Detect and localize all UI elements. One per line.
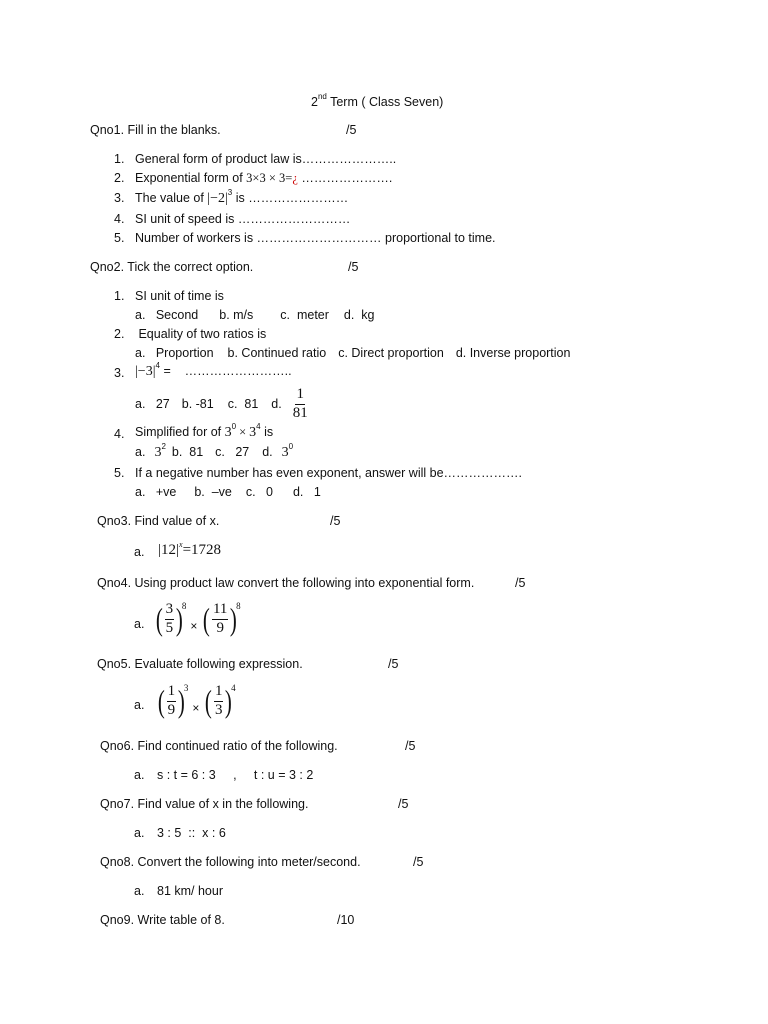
q9-marks: /10 (337, 913, 355, 927)
q6-label: a. (134, 768, 145, 782)
left-paren: ( (155, 601, 163, 638)
option: b. m/s (219, 308, 254, 322)
q2-item-number: 4. (114, 427, 125, 441)
q2-item-3-exp: 4 (155, 361, 160, 370)
numerator: 1 (214, 684, 224, 702)
q5-heading: Qno5. Evaluate following expression. (97, 657, 303, 671)
q2-item-number: 1. (114, 289, 125, 303)
page-title (311, 92, 444, 109)
q1-item-number: 3. (114, 191, 125, 205)
q1-item-2-math: 3×3 × 3= (246, 171, 293, 185)
q3-marks: /5 (330, 514, 341, 528)
option: d. 1 (292, 485, 321, 499)
denominator: 5 (165, 619, 174, 636)
left-paren: ( (157, 683, 165, 720)
q2-item-3 (135, 361, 292, 379)
q2-item-2-options (135, 347, 570, 360)
q7-heading: Qno7. Find value of x in the following. (100, 797, 309, 811)
fraction (292, 387, 309, 422)
option: c. 27 (215, 445, 250, 459)
exponent: 2 (161, 442, 166, 451)
q4-marks: /5 (515, 576, 526, 590)
q1-item-3-exp: 3 (227, 188, 233, 197)
option: c. Direct proportion (338, 346, 444, 360)
exponent: 8 (236, 601, 241, 611)
q6-heading: Qno6. Find continued ratio of the following. (100, 739, 338, 753)
numerator: 1 (167, 684, 177, 702)
q9-heading: Qno9. Write table of 8. (100, 913, 225, 927)
q1-marks: /5 (346, 123, 357, 137)
q3-exponent: x (179, 540, 183, 549)
q5-marks: /5 (388, 657, 399, 671)
q2-item-text: Equality of two ratios is (135, 327, 267, 341)
q2-item-3-options (135, 385, 309, 423)
option: a. Proportion (135, 346, 214, 360)
option: b. Continued ratio (227, 346, 327, 360)
q1-item-3-post: is …………………… (232, 191, 349, 205)
q8-text: 81 km/ hour (157, 884, 224, 898)
base: 3 (281, 445, 289, 460)
q5-expression (156, 684, 236, 719)
q1-item-2-red-glyph: ¿ (292, 171, 298, 185)
q2-item-3-post: = …………………….. (159, 364, 292, 378)
q1-item-3-math: |−2| (207, 191, 228, 206)
left-paren: ( (203, 601, 211, 638)
option: a. Second (135, 308, 199, 322)
option: a. 27 (135, 396, 170, 411)
q2-heading: Qno2. Tick the correct option. (90, 260, 254, 274)
q4-label: a. (134, 617, 145, 631)
q1-item-number: 1. (114, 152, 125, 166)
q1-item-number: 2. (114, 171, 125, 185)
option: b. 81 (171, 445, 204, 459)
q3-rhs: =1728 (182, 542, 222, 558)
numerator: 3 (165, 602, 175, 620)
q7-marks: /5 (398, 797, 409, 811)
power-group (203, 684, 235, 719)
exponent: 4 (231, 683, 236, 693)
q2-item-text: SI unit of time is (135, 289, 224, 303)
power-group (201, 602, 240, 637)
q2-marks: /5 (348, 260, 359, 274)
right-paren: ) (230, 601, 238, 638)
q6-text: s : t = 6 : 3 , t : u = 3 : 2 (157, 768, 314, 782)
q1-item-2-post: …………………. (297, 171, 393, 185)
q8-label: a. (134, 884, 145, 898)
option: d. (271, 396, 282, 411)
q2-item-4-pre: Simplified for of (135, 425, 225, 439)
q1-heading: Qno1. Fill in the blanks. (90, 123, 221, 137)
q4-heading: Qno4. Using product law convert the following into exponential form. (97, 576, 475, 590)
q1-item-number: 5. (114, 231, 125, 245)
base: 3 (154, 445, 162, 460)
fraction (165, 602, 175, 637)
option: c. 81 (227, 396, 259, 411)
q3-heading: Qno3. Find value of x. (97, 514, 220, 528)
option: d. Inverse proportion (455, 346, 571, 360)
right-paren: ) (178, 683, 185, 720)
q7-text: 3 : 5 :: x : 6 (157, 826, 226, 840)
q2-item-number: 3. (114, 366, 125, 380)
denominator: 81 (292, 404, 308, 421)
times-sign: × (239, 425, 247, 439)
q1-item-text: SI unit of speed is ……………………… (135, 212, 351, 226)
q3-math: |12| (158, 542, 180, 558)
fraction (167, 684, 177, 719)
fraction (214, 684, 224, 719)
q1-item-text: Number of workers is ………………………… proportional to time. (135, 231, 496, 245)
option: d. (262, 445, 273, 459)
q2-item-4 (135, 422, 274, 440)
exponent: 0 (231, 422, 237, 431)
q2-item-number: 2. (114, 327, 125, 341)
q5-label: a. (134, 698, 145, 712)
option: c. 0 (245, 485, 273, 499)
option: c. meter (280, 308, 329, 322)
fraction (212, 602, 228, 637)
denominator: 9 (216, 619, 224, 636)
right-paren: ) (225, 683, 233, 720)
q1-item-number: 4. (114, 212, 125, 226)
q8-heading: Qno8. Convert the following into meter/second. (100, 855, 361, 869)
q3-label: a. (134, 545, 145, 559)
option: b. -81 (181, 396, 214, 411)
q1-item-2 (135, 172, 392, 185)
option: b. –ve (194, 485, 232, 499)
exponent: 0 (288, 442, 294, 451)
times-sign: × (192, 701, 200, 716)
denominator: 3 (214, 701, 223, 718)
denominator: 9 (167, 701, 176, 718)
q2-item-4-post: is (260, 425, 274, 439)
title-main: 2 (311, 95, 318, 109)
q2-item-number: 5. (114, 466, 125, 480)
q4-expression (154, 602, 241, 637)
q8-marks: /5 (413, 855, 424, 869)
exponent: 8 (181, 601, 187, 611)
base: 3 (249, 425, 257, 440)
q1-item-3-pre: The value of (135, 191, 208, 205)
numerator: 1 (295, 387, 305, 405)
right-paren: ) (176, 601, 183, 638)
q2-item-text: If a negative number has even exponent, answer will be………………. (135, 466, 522, 480)
times-sign: × (190, 619, 198, 634)
q6-marks: /5 (405, 739, 416, 753)
title-rest: Term ( Class Seven) (326, 95, 444, 109)
power-group (156, 684, 188, 719)
q3-expression (158, 540, 222, 558)
q2-item-3-math: |−3| (135, 364, 156, 379)
q1-item-3 (135, 188, 349, 206)
title-ordinal: nd (317, 92, 327, 101)
q1-item-text: General form of product law is………………….. (135, 152, 397, 166)
q2-item-4-options (135, 442, 294, 460)
numerator: 11 (212, 602, 228, 620)
q7-label: a. (134, 826, 145, 840)
exponent: 4 (256, 422, 261, 431)
option: d. kg (343, 308, 375, 322)
q1-item-2-pre: Exponential form of (135, 171, 247, 185)
exponent: 3 (183, 683, 189, 693)
q2-item-1-options (135, 309, 375, 322)
q2-item-5-options (135, 486, 321, 499)
option: a. +ve (135, 485, 177, 499)
option: a. (135, 445, 146, 459)
base: 3 (224, 425, 232, 440)
power-group (154, 602, 186, 637)
left-paren: ( (205, 683, 213, 720)
